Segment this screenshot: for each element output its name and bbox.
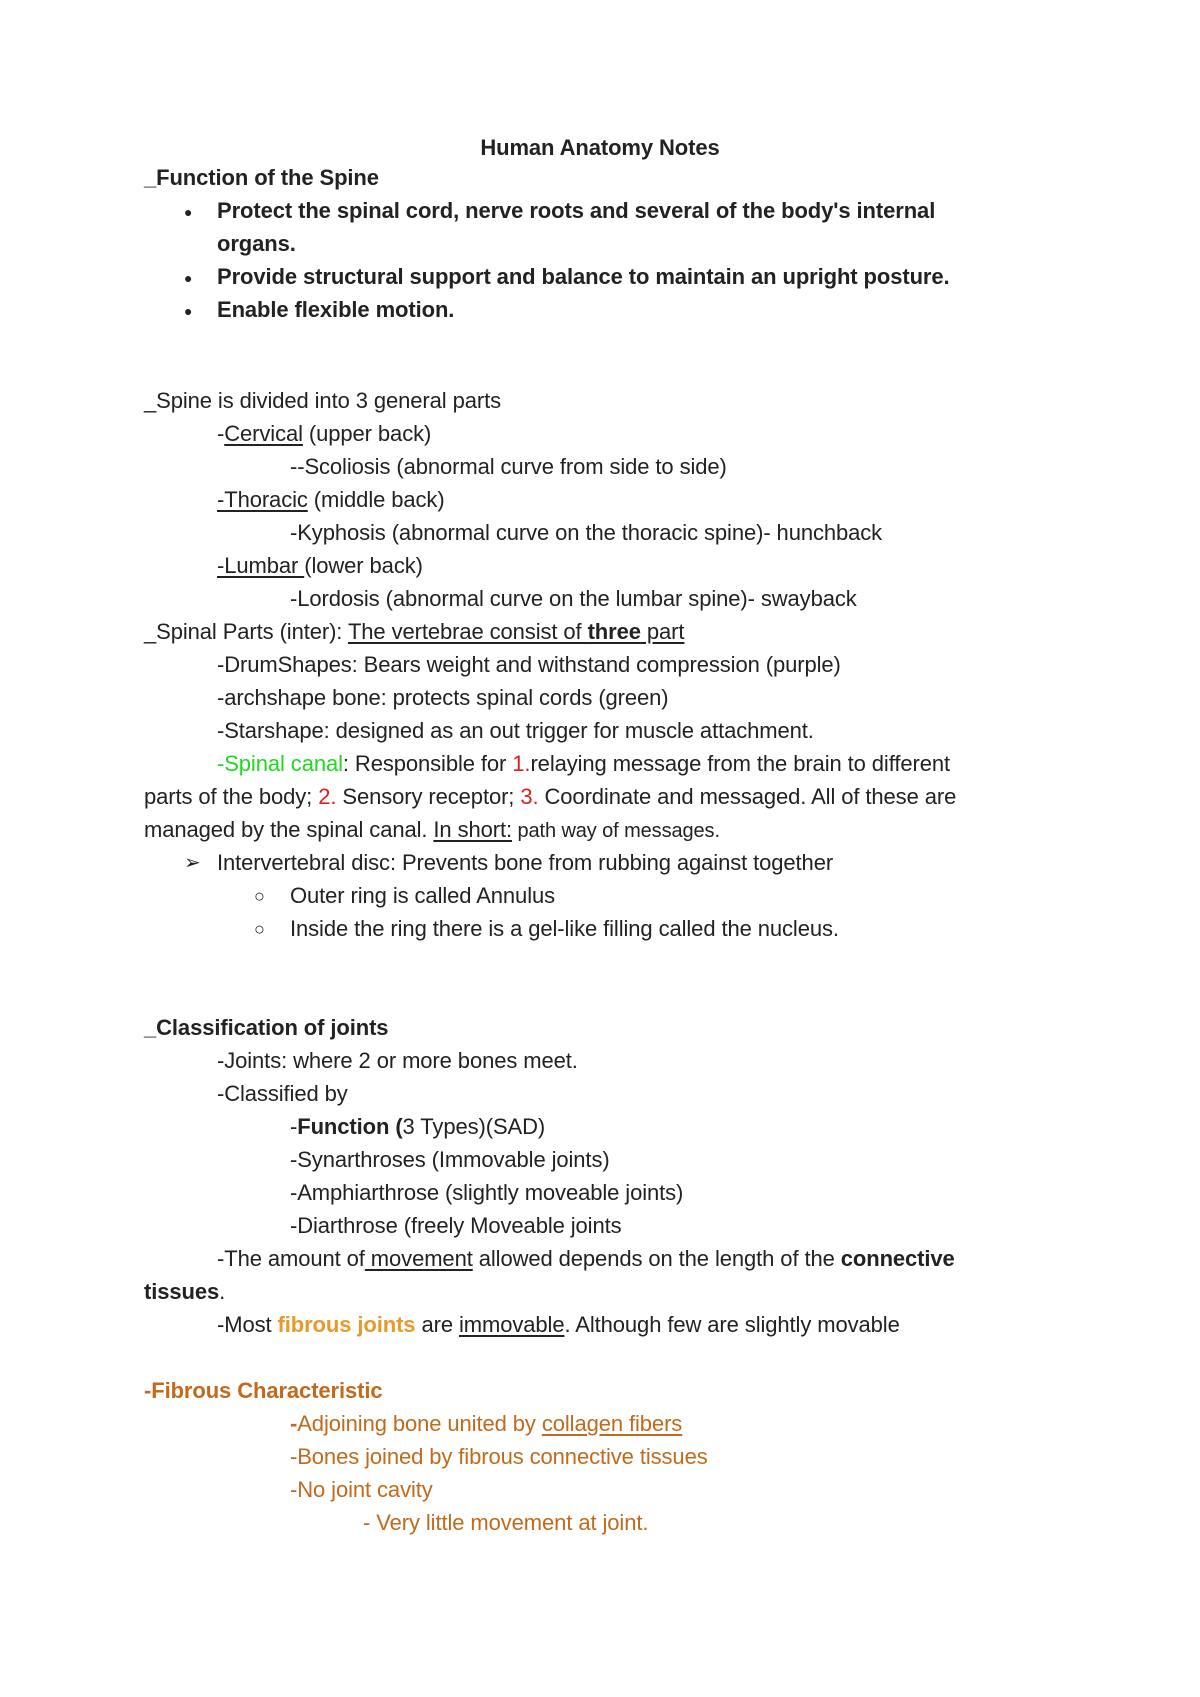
spinal-parts-line xyxy=(144,618,684,646)
fibrous-item-3: -No joint cavity xyxy=(290,1477,433,1502)
movement-t3: . xyxy=(219,1279,226,1304)
number-2: 2. xyxy=(318,784,337,809)
synarthroses-line: -Synarthroses (Immovable joints) xyxy=(290,1147,610,1172)
number-3: 3. xyxy=(520,784,539,809)
fibrous-item-1-text: Adjoining bone united by xyxy=(297,1411,542,1436)
spine-function-bullet-1-cont: organs. xyxy=(217,231,296,256)
page-title: Human Anatomy Notes xyxy=(480,135,720,160)
movement-term: movement xyxy=(364,1246,473,1271)
section-heading-fibrous: -Fibrous Characteristic xyxy=(144,1378,383,1403)
lordosis-line: -Lordosis (abnormal curve on the lumbar spine)- swayback xyxy=(290,586,857,611)
lumbar-line xyxy=(217,552,423,580)
spinal-canal-t2: relaying message from the brain to different xyxy=(530,751,950,776)
fibrous-item-2: -Bones joined by fibrous connective tissues xyxy=(290,1444,708,1469)
lumbar-term: -Lumbar xyxy=(217,553,305,578)
function-rest: 3 Types)(SAD) xyxy=(402,1114,546,1139)
in-short-label: In short: xyxy=(433,817,512,842)
fibrous-t3: . Although few are slightly movable xyxy=(564,1312,900,1337)
movement-line-2 xyxy=(144,1278,225,1306)
drum-shape-line: -DrumShapes: Bears weight and withstand compression (purple) xyxy=(217,652,841,677)
spine-function-bullet-2: Provide structural support and balance to maintain an upright posture. xyxy=(217,264,950,289)
fibrous-item-1 xyxy=(290,1410,682,1438)
spinal-parts-u1: The vertebrae consist of xyxy=(347,619,588,644)
collagen-fibers-term: collagen fibers xyxy=(541,1411,683,1436)
immovable-term: immovable xyxy=(458,1312,565,1337)
annulus-line: Outer ring is called Annulus xyxy=(290,883,556,908)
thoracic-term: -Thoracic xyxy=(217,487,308,512)
fibrous-item-1-dash: - xyxy=(290,1411,298,1436)
bullet-icon: ● xyxy=(184,204,193,220)
spinal-canal-t3: parts of the body; xyxy=(144,784,319,809)
connective-term: connective xyxy=(840,1246,955,1271)
bullet-icon: ● xyxy=(184,270,193,286)
movement-t2: allowed depends on the length of the xyxy=(472,1246,841,1271)
diarthrose-line: -Diarthrose (freely Moveable joints xyxy=(290,1213,622,1238)
fibrous-t2: are xyxy=(415,1312,459,1337)
fibrous-t1: -Most xyxy=(217,1312,278,1337)
spine-function-bullet-1: Protect the spinal cord, nerve roots and several of the body's internal xyxy=(217,198,936,223)
number-1: 1. xyxy=(512,751,531,776)
cervical-dash: - xyxy=(217,421,225,446)
arch-shape-line: -archshape bone: protects spinal cords (green) xyxy=(217,685,669,710)
cervical-desc: (upper back) xyxy=(302,421,432,446)
amphiarthrose-line: -Amphiarthrose (slightly moveable joints) xyxy=(290,1180,684,1205)
circle-bullet-icon: ○ xyxy=(254,919,265,939)
spinal-parts-lead: _Spinal Parts (inter): xyxy=(144,619,348,644)
section-heading-spine-function: _Function of the Spine xyxy=(144,165,379,190)
star-shape-line: -Starshape: designed as an out trigger for muscle attachment. xyxy=(217,718,814,743)
function-dash: - xyxy=(290,1114,298,1139)
cervical-term: Cervical xyxy=(224,421,303,446)
function-types-line xyxy=(290,1113,545,1141)
spinal-parts-u3: part xyxy=(640,619,685,644)
spinal-canal-label: -Spinal canal xyxy=(217,751,343,776)
spinal-canal-t5: Coordinate and messaged. All of these are xyxy=(538,784,957,809)
thoracic-desc: (middle back) xyxy=(307,487,445,512)
spinal-canal-line-2 xyxy=(144,783,956,811)
in-short-text: path way of messages. xyxy=(512,820,720,842)
classified-by: -Classified by xyxy=(217,1081,348,1106)
lumbar-desc: (lower back) xyxy=(304,553,423,578)
tissues-term: tissues xyxy=(144,1279,220,1304)
function-term: Function ( xyxy=(297,1114,403,1139)
spinal-canal-t1: : Responsible for xyxy=(342,751,513,776)
movement-line-1 xyxy=(217,1245,955,1273)
fibrous-joints-line xyxy=(217,1311,900,1339)
fibrous-joints-term: fibrous joints xyxy=(277,1312,416,1337)
nucleus-line: Inside the ring there is a gel-like filling called the nucleus. xyxy=(290,916,839,941)
thoracic-line xyxy=(217,486,445,514)
section-heading-joints: _Classification of joints xyxy=(144,1015,389,1040)
intervertebral-disc-line: Intervertebral disc: Prevents bone from rubbing against together xyxy=(217,850,834,875)
circle-bullet-icon: ○ xyxy=(254,886,265,906)
spine-function-bullet-3: Enable flexible motion. xyxy=(217,297,455,322)
fibrous-item-4: - Very little movement at joint. xyxy=(363,1510,649,1535)
spinal-canal-t4: Sensory receptor; xyxy=(336,784,521,809)
section-heading-spine-parts: _Spine is divided into 3 general parts xyxy=(144,388,501,413)
arrow-bullet-icon: ➢ xyxy=(184,852,201,874)
movement-t1: -The amount of xyxy=(217,1246,365,1271)
spinal-canal-line-1 xyxy=(217,750,950,778)
kyphosis-line: -Kyphosis (abnormal curve on the thoracic spine)- hunchback xyxy=(290,520,883,545)
cervical-line xyxy=(217,420,431,448)
spinal-parts-three: three xyxy=(587,619,641,644)
joints-definition: -Joints: where 2 or more bones meet. xyxy=(217,1048,578,1073)
spinal-canal-line-3 xyxy=(144,816,720,845)
scoliosis-line: --Scoliosis (abnormal curve from side to side) xyxy=(290,454,727,479)
bullet-icon: ● xyxy=(184,303,193,319)
spinal-canal-t6: managed by the spinal canal. xyxy=(144,817,434,842)
